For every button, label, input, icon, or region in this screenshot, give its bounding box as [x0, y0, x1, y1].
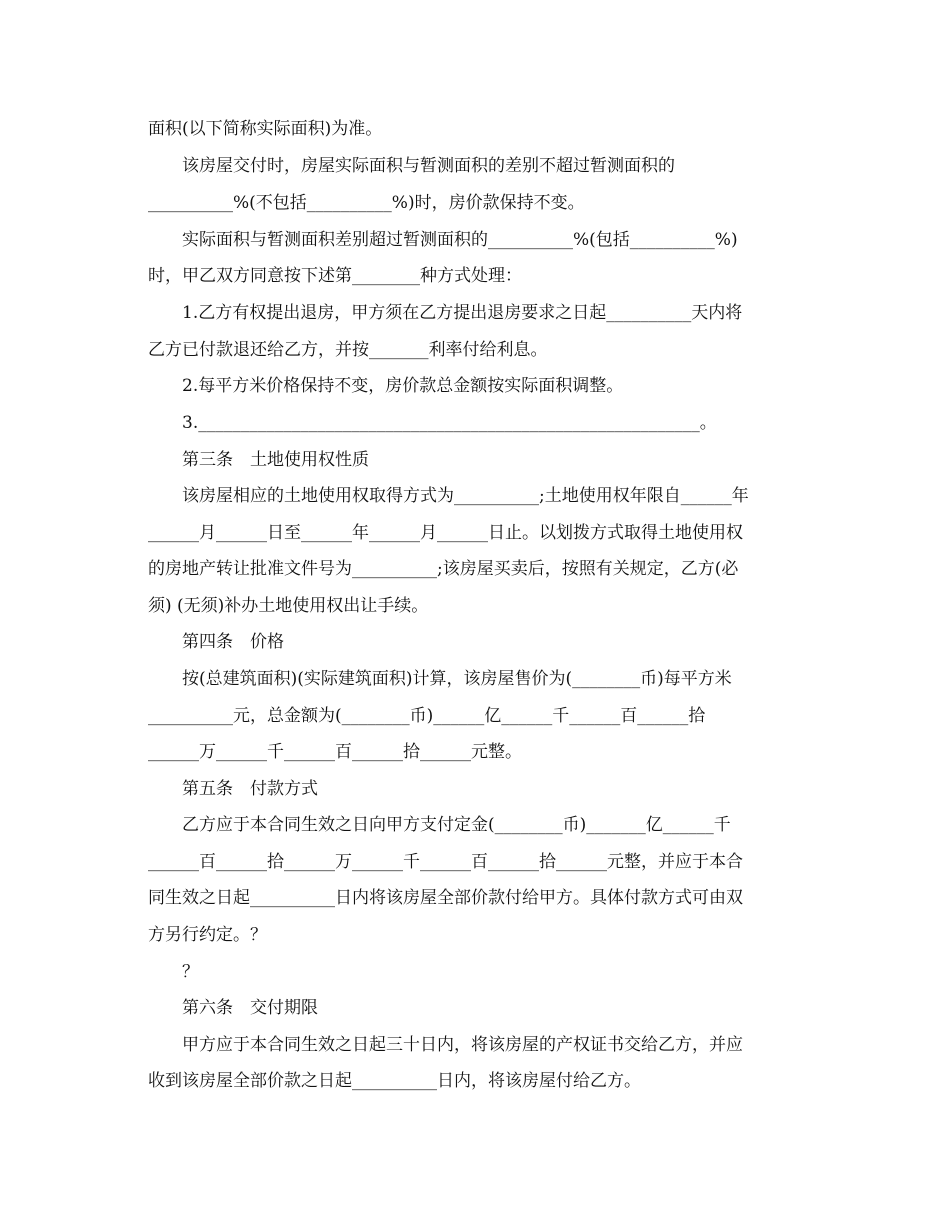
text-line-16: 按(总建筑面积)(实际建筑面积)计算，该房屋售价为(________币)每平方米 — [182, 669, 732, 689]
text-line-24: ？ — [182, 962, 199, 982]
text-line-27: 收到该房屋全部价款之日起__________日内，将该房屋付给乙方。 — [148, 1071, 641, 1091]
text-line-5: 时，甲乙双方同意按下述第________种方式处理： — [148, 266, 522, 286]
text-line-14: 须) (无须)补办土地使用权出让手续。 — [148, 596, 429, 616]
text-line-3: __________%(不包括__________%)时，房价款保持不变。 — [148, 193, 585, 213]
text-line-13: 的房地产转让批准文件号为__________;该房屋买卖后，按照有关规定，乙方(必 — [148, 559, 739, 579]
text-line-7: 乙方已付款退还给乙方，并按_______利率付给利息。 — [148, 340, 548, 360]
section-heading-6: 第六条 交付期限 — [182, 998, 318, 1018]
section-heading-4: 第四条 价格 — [182, 632, 284, 652]
text-line-1: 面积(以下简称实际面积)为准。 — [148, 119, 383, 139]
text-line-2: 该房屋交付时，房屋实际面积与暂测面积的差别不超过暂测面积的 — [182, 156, 675, 176]
text-line-4: 实际面积与暂测面积差别超过暂测面积的__________%(包括__________%) — [182, 230, 738, 250]
text-line-22: 同生效之日起__________日内将该房屋全部价款付给甲方。具体付款方式可由双 — [148, 888, 743, 908]
text-line-12: ______月______日至______年______月______日止。以划拨方式取得土地使用权 — [148, 523, 743, 543]
section-heading-5: 第五条 付款方式 — [182, 779, 318, 799]
text-line-26: 甲方应于本合同生效之日起三十日内，将该房屋的产权证书交给乙方，并应 — [182, 1035, 743, 1055]
text-line-23: 方另行约定。？ — [148, 925, 267, 945]
text-line-9: 3.___________________________________________________________。 — [182, 413, 717, 433]
text-line-18: ______万______千______百______拾______元整。 — [148, 742, 522, 762]
text-line-11: 该房屋相应的土地使用权取得方式为__________;土地使用权年限自______年 — [182, 486, 749, 506]
section-heading-3: 第三条 土地使用权性质 — [182, 450, 369, 470]
text-line-6: 1.乙方有权提出退房，甲方须在乙方提出退房要求之日起__________天内将 — [182, 303, 743, 323]
text-line-8: 2.每平方米价格保持不变，房价款总金额按实际面积调整。 — [182, 376, 624, 396]
text-line-17: __________元，总金额为(________币)______亿______千______百______拾 — [148, 706, 706, 726]
text-line-21: ______百______拾______万______千______百______拾______元整，并应于本合 — [148, 852, 743, 872]
text-line-20: 乙方应于本合同生效之日向甲方支付定金(________币)_______亿______千 — [182, 815, 731, 835]
